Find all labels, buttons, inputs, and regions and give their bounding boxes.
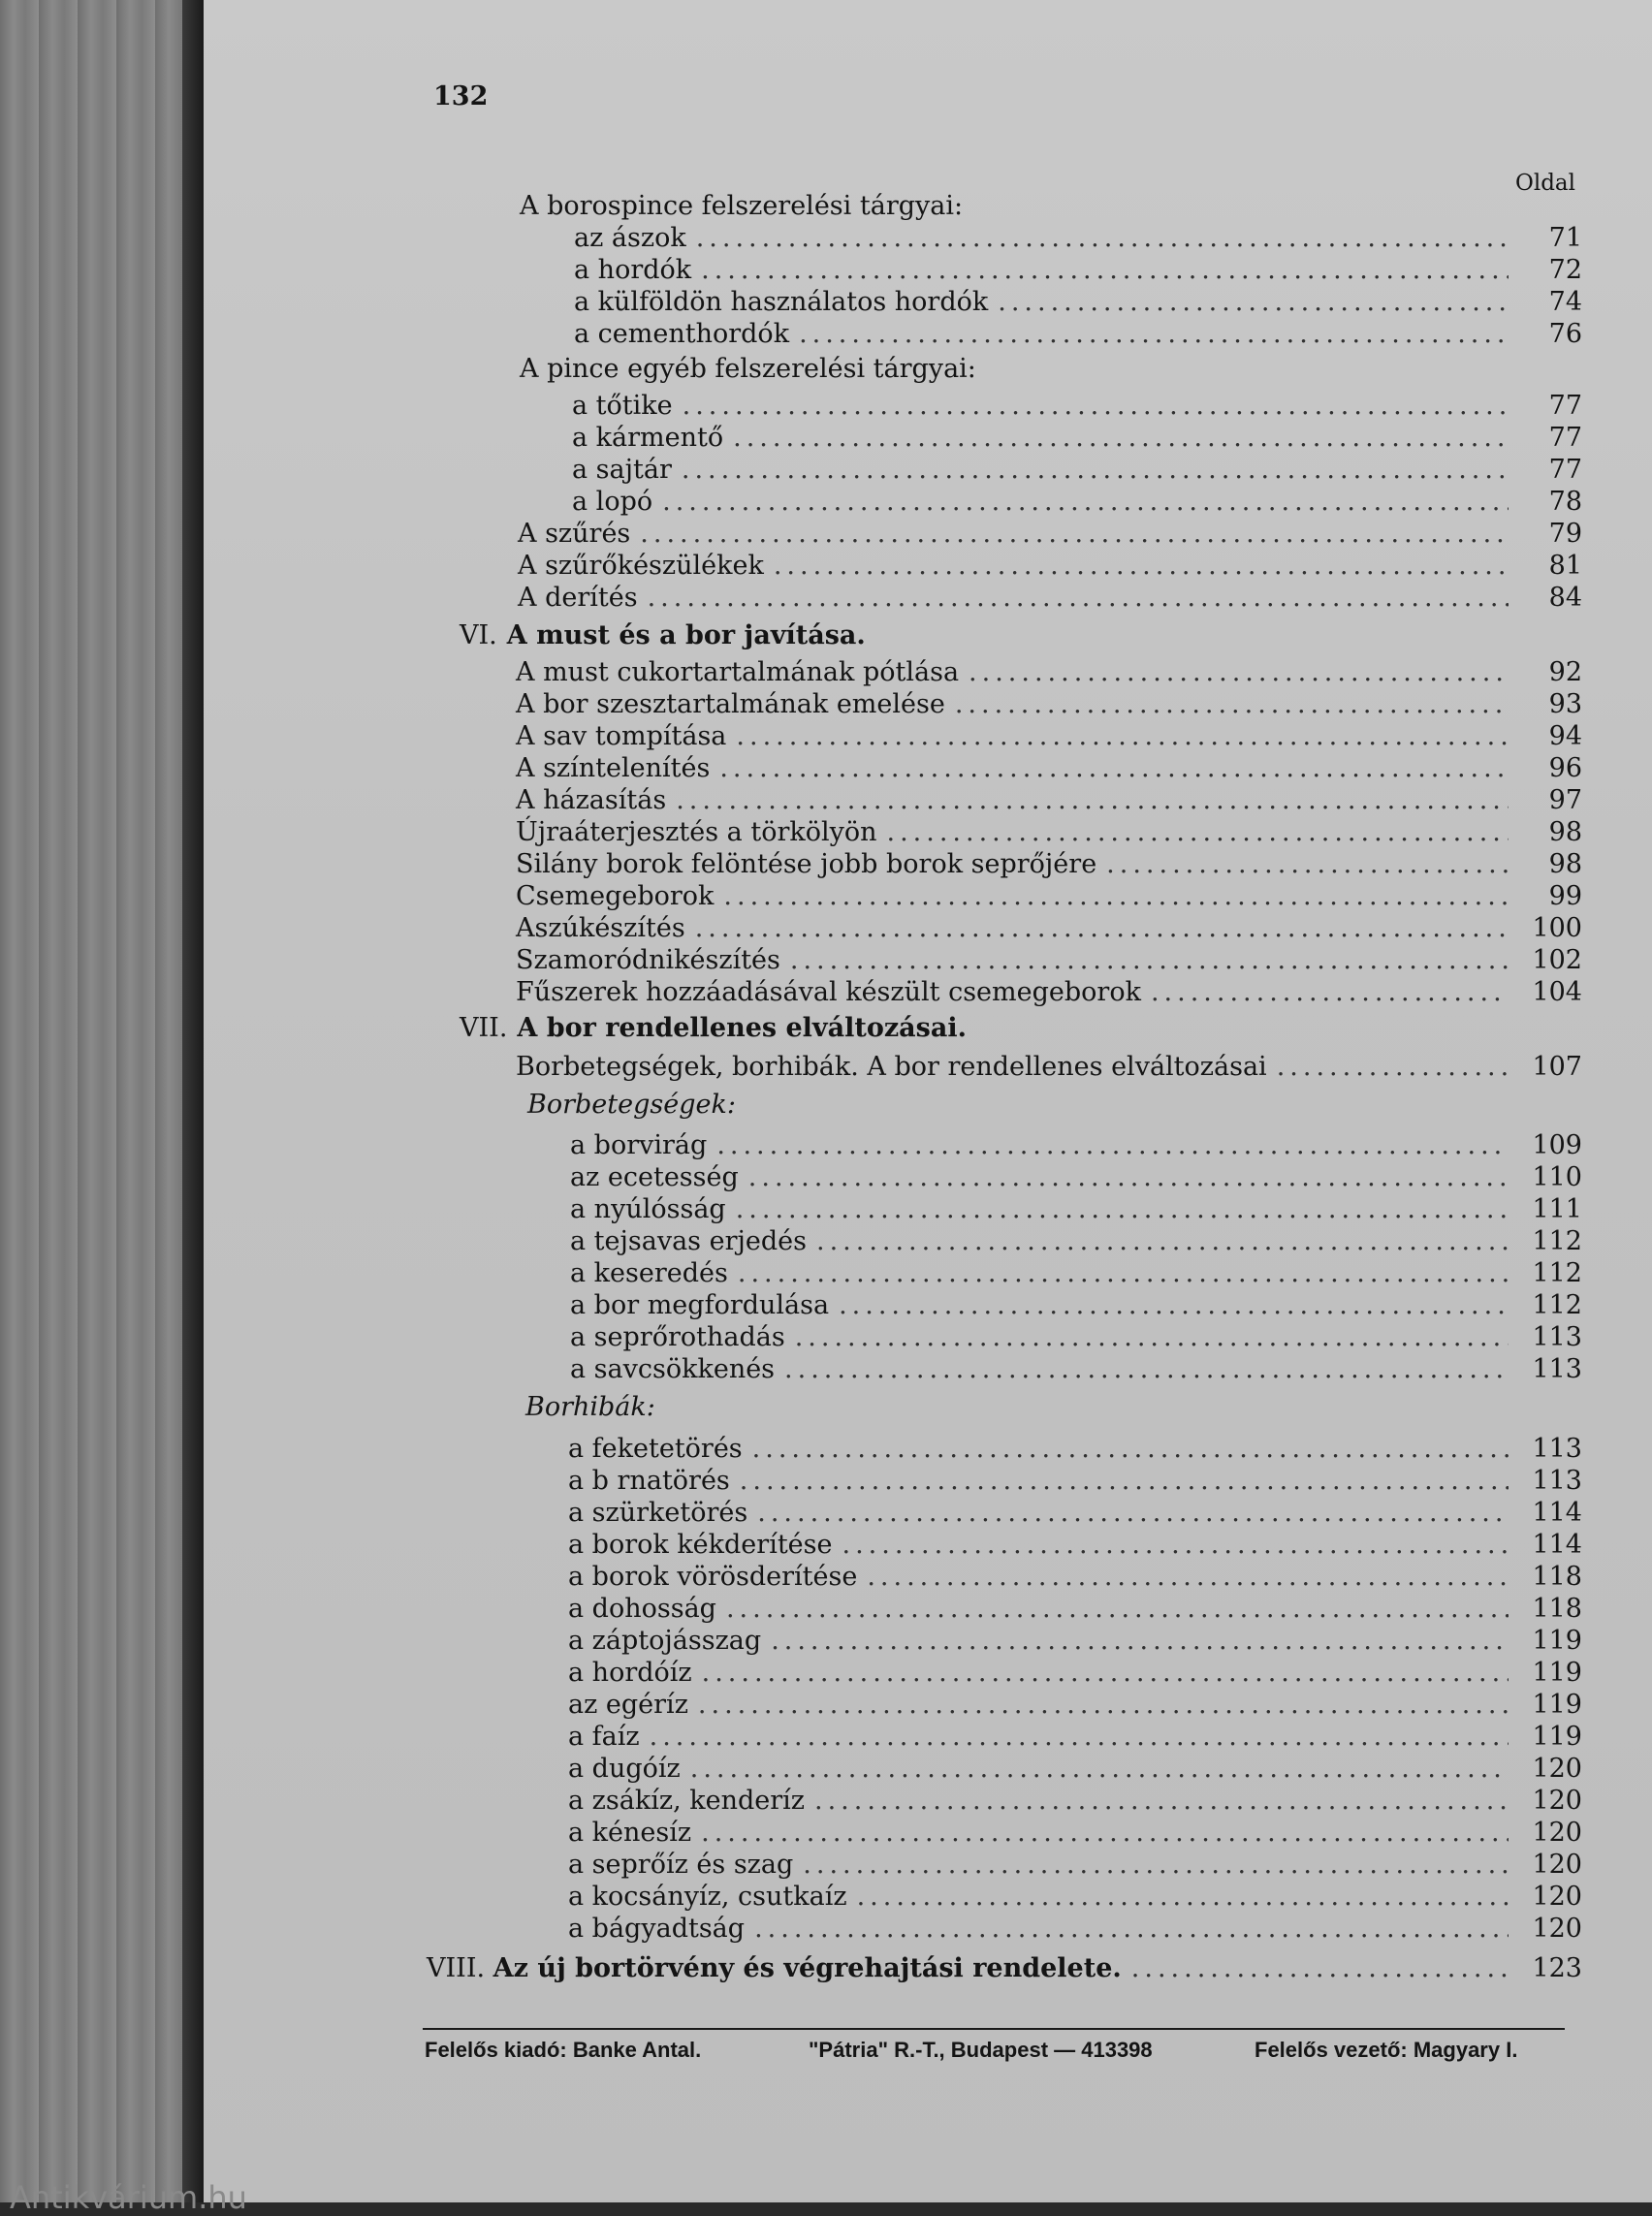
- toc-leader-dots: [726, 1593, 1509, 1625]
- toc-entry-page: 94: [1548, 721, 1582, 751]
- toc-entry-page: 99: [1548, 881, 1582, 911]
- toc-entry-page: 100: [1532, 913, 1582, 943]
- footer-manager: Felelős vezető: Magyary I.: [1255, 2038, 1518, 2062]
- toc-entry-page: 120: [1532, 1818, 1582, 1848]
- toc-entry-title: a sajtár: [572, 455, 672, 485]
- toc-entry-page: 120: [1532, 1914, 1582, 1944]
- toc-entry-page: 113: [1532, 1434, 1582, 1464]
- toc-leader-dots: [867, 1561, 1509, 1593]
- toc-entry-title: a záptojásszag: [568, 1626, 762, 1656]
- toc-entry-title: a borok kékderítése: [568, 1530, 833, 1560]
- toc-leader-dots: [676, 784, 1509, 816]
- toc-entry-page: 71: [1548, 223, 1582, 253]
- toc-entry-page: 114: [1532, 1530, 1582, 1560]
- toc-entry-title: a bor megfordulása: [570, 1290, 830, 1320]
- toc-entry-page: 97: [1548, 785, 1582, 815]
- toc-entry-page: 84: [1548, 583, 1582, 613]
- toc-leader-dots: [733, 422, 1509, 454]
- section-vii: [460, 1012, 967, 1044]
- toc-entry: [568, 1497, 1582, 1529]
- toc-entry-title: Silány borok felöntése jobb borok seprőjére: [516, 849, 1097, 879]
- toc-leader-dots: [998, 286, 1509, 318]
- toc-entry-title: Fűszerek hozzáadásával készült csemegeborok: [516, 977, 1141, 1007]
- toc-leader-dots: [887, 816, 1509, 848]
- toc-entry-title: a tejsavas erjedés: [570, 1226, 807, 1256]
- toc-leader-dots: [736, 1193, 1509, 1225]
- toc-entry-page: 96: [1548, 753, 1582, 783]
- section-vi-title: A must és a bor javítása.: [506, 620, 866, 650]
- toc-entry-title: a kénesíz: [568, 1818, 692, 1848]
- toc-leader-dots: [740, 1465, 1509, 1497]
- toc-leader-dots: [702, 1657, 1509, 1689]
- toc-entry-page: 113: [1532, 1322, 1582, 1352]
- toc-entry-title: az egéríz: [568, 1690, 688, 1720]
- toc-entry: [518, 518, 1582, 550]
- toc-entry-title: a seprőíz és szag: [568, 1850, 794, 1880]
- toc-entry: [568, 1753, 1582, 1785]
- toc-entry: [574, 318, 1582, 350]
- toc-entry-page: 113: [1532, 1354, 1582, 1384]
- toc-entry: [574, 286, 1582, 318]
- section-viii-number: VIII.: [427, 1953, 486, 1983]
- toc-leader-dots: [701, 1817, 1509, 1849]
- toc-entry-title: a dohosság: [568, 1594, 716, 1624]
- toc-entry: [572, 454, 1582, 486]
- toc-leader-dots: [814, 1785, 1509, 1817]
- toc-leader-dots: [799, 318, 1509, 350]
- toc-entry-page: 118: [1532, 1594, 1582, 1624]
- toc-leader-dots: [969, 656, 1509, 688]
- toc-entry-title: a b rnatörés: [568, 1466, 730, 1496]
- toc-entry-page: 109: [1532, 1130, 1582, 1160]
- section-vi: [460, 619, 866, 651]
- toc-leader-dots: [1131, 1952, 1509, 1984]
- toc-leader-dots: [754, 1913, 1509, 1945]
- section-viii: [427, 1952, 1582, 1984]
- toc-entry: [574, 254, 1582, 286]
- toc-entry-title: A szűrés: [518, 519, 631, 549]
- toc-entry: [518, 582, 1582, 614]
- toc-leader-dots: [748, 1161, 1509, 1193]
- toc-entry-page: 77: [1548, 455, 1582, 485]
- toc-entry-title: A szűrőkészülékek: [518, 551, 764, 581]
- toc-entry-title: a kármentő: [572, 423, 724, 453]
- toc-entry-title: Borbetegségek, borhibák. A bor rendellenes elváltozásai: [516, 1052, 1267, 1082]
- page-number: 132: [433, 81, 489, 111]
- toc-entry: [572, 422, 1582, 454]
- toc-entry-page: 74: [1548, 287, 1582, 317]
- toc-entry-title: a faíz: [568, 1722, 640, 1752]
- toc-leader-dots: [736, 720, 1509, 752]
- toc-entry: [570, 1321, 1582, 1353]
- toc-entry: [568, 1561, 1582, 1593]
- toc-leader-dots: [696, 222, 1509, 254]
- toc-leader-dots: [771, 1625, 1509, 1657]
- toc-entry: [516, 1051, 1582, 1083]
- toc-leader-dots: [784, 1353, 1509, 1385]
- toc-entry: [516, 752, 1582, 784]
- toc-entry: [568, 1529, 1582, 1561]
- toc-leader-dots: [803, 1849, 1509, 1881]
- toc-entry-page: 78: [1548, 487, 1582, 517]
- footer-divider: [423, 2028, 1565, 2030]
- toc-leader-dots: [682, 454, 1509, 486]
- toc-entry-title: a hordóíz: [568, 1658, 692, 1688]
- toc-leader-dots: [757, 1497, 1509, 1529]
- toc-leader-dots: [719, 752, 1509, 784]
- toc-entry: [570, 1193, 1582, 1225]
- toc-entry-title: a keseredés: [570, 1258, 728, 1288]
- toc-entry: [516, 976, 1582, 1008]
- toc-entry-title: a feketetörés: [568, 1434, 743, 1464]
- toc-leader-dots: [701, 254, 1509, 286]
- toc-entry-page: 119: [1532, 1690, 1582, 1720]
- toc-entry-page: 114: [1532, 1498, 1582, 1528]
- toc-leader-dots: [690, 1753, 1509, 1785]
- toc-entry-title: az ászok: [574, 223, 686, 253]
- toc-entry-page: 113: [1532, 1466, 1582, 1496]
- toc-entry: [516, 912, 1582, 944]
- toc-entry-page: 72: [1548, 255, 1582, 285]
- section-viii-title: Az új bortörvény és végrehajtási rendelete.: [492, 1953, 1122, 1983]
- toc-leader-dots: [955, 688, 1509, 720]
- section-vi-number: VI.: [460, 620, 497, 650]
- toc-entry-title: a borok vörösderítése: [568, 1562, 858, 1592]
- toc-entry-title: Csemegeborok: [516, 881, 715, 911]
- toc-entry-title: a borvirág: [570, 1130, 708, 1160]
- toc-entry: [572, 486, 1582, 518]
- toc-entry-title: a zsákíz, kenderíz: [568, 1786, 806, 1816]
- toc-entry: [568, 1433, 1582, 1465]
- toc-leader-dots: [698, 1689, 1509, 1721]
- toc-leader-dots: [842, 1529, 1509, 1561]
- toc-entry: [568, 1657, 1582, 1689]
- toc-entry-page: 98: [1548, 849, 1582, 879]
- toc-entry-title: A bor szesztartalmának emelése: [516, 689, 945, 719]
- toc-entry-page: 110: [1532, 1162, 1582, 1192]
- toc-leader-dots: [648, 582, 1509, 614]
- toc-entry-page: 120: [1532, 1754, 1582, 1784]
- toc-entry-page: 102: [1532, 945, 1582, 975]
- toc-leader-dots: [795, 1321, 1509, 1353]
- toc-entry: [516, 720, 1582, 752]
- toc-entry-title: a hordók: [574, 255, 692, 285]
- toc-entry: [568, 1913, 1582, 1945]
- subheading-wine-faults: Borhibák:: [525, 1392, 655, 1422]
- footer-publisher: Felelős kiadó: Banke Antal.: [425, 2038, 702, 2062]
- toc-entry-title: Újraáterjesztés a törkölyön: [516, 817, 877, 847]
- toc-entry-page: 107: [1532, 1052, 1582, 1082]
- toc-entry-title: Szamoródnikészítés: [516, 945, 780, 975]
- section-vii-title: A bor rendellenes elváltozásai.: [517, 1013, 968, 1043]
- toc-leader-dots: [738, 1257, 1509, 1289]
- toc-entry-page: 112: [1532, 1290, 1582, 1320]
- toc-entry-title: a cementhordók: [574, 319, 790, 349]
- toc-entry: [568, 1465, 1582, 1497]
- toc-entry-page: 118: [1532, 1562, 1582, 1592]
- toc-leader-dots: [790, 944, 1509, 976]
- toc-entry-page: 76: [1548, 319, 1582, 349]
- toc-entry-title: az ecetesség: [570, 1162, 739, 1192]
- toc-leader-dots: [662, 486, 1509, 518]
- toc-entry: [516, 848, 1582, 880]
- toc-entry: [516, 816, 1582, 848]
- toc-entry-page: 92: [1548, 657, 1582, 687]
- section-heading-cellar-equipment: A borospince felszerelési tárgyai:: [520, 191, 964, 221]
- toc-entry: [572, 390, 1582, 422]
- toc-leader-dots: [752, 1433, 1509, 1465]
- toc-entry: [518, 550, 1582, 582]
- toc-entry-title: a dugóíz: [568, 1754, 681, 1784]
- page-column-header: Oldal: [1515, 171, 1576, 196]
- toc-entry-page: 119: [1532, 1722, 1582, 1752]
- toc-entry: [568, 1785, 1582, 1817]
- toc-entry: [570, 1257, 1582, 1289]
- toc-entry-page: 81: [1548, 551, 1582, 581]
- toc-entry-page: 119: [1532, 1658, 1582, 1688]
- toc-entry-title: A házasítás: [516, 785, 667, 815]
- toc-entry-page: 79: [1548, 519, 1582, 549]
- toc-leader-dots: [857, 1881, 1509, 1913]
- toc-entry-page: 77: [1548, 391, 1582, 421]
- toc-entry-page: 120: [1532, 1786, 1582, 1816]
- watermark: Antikvárium.hu: [10, 2179, 247, 2216]
- toc-entry: [516, 688, 1582, 720]
- toc-entry-page: 120: [1532, 1850, 1582, 1880]
- footer-printer: "Pátria" R.-T., Budapest — 413398: [809, 2038, 1153, 2062]
- toc-entry-page: 93: [1548, 689, 1582, 719]
- section-heading-other-equipment: A pince egyéb felszerelési tárgyai:: [520, 354, 976, 384]
- section-vii-number: VII.: [460, 1013, 508, 1043]
- toc-leader-dots: [723, 880, 1509, 912]
- toc-entry-page: 98: [1548, 817, 1582, 847]
- toc-leader-dots: [716, 1129, 1509, 1161]
- toc-entry: [568, 1593, 1582, 1625]
- toc-leader-dots: [650, 1721, 1509, 1753]
- toc-entry-title: A derítés: [518, 583, 638, 613]
- toc-entry: [570, 1129, 1582, 1161]
- toc-entry: [516, 784, 1582, 816]
- toc-entry-page: 120: [1532, 1882, 1582, 1912]
- toc-entry-page: 104: [1532, 977, 1582, 1007]
- toc-entry-page: 112: [1532, 1258, 1582, 1288]
- toc-entry: [568, 1881, 1582, 1913]
- toc-entry: [516, 880, 1582, 912]
- toc-entry-page: 112: [1532, 1226, 1582, 1256]
- toc-entry-title: a nyúlósság: [570, 1194, 726, 1224]
- toc-leader-dots: [640, 518, 1509, 550]
- toc-entry-title: A színtelenítés: [516, 753, 711, 783]
- toc-entry-title: A sav tompítása: [516, 721, 727, 751]
- toc-entry-title: a bágyadtság: [568, 1914, 746, 1944]
- toc-entry: [568, 1721, 1582, 1753]
- toc-entry: [516, 944, 1582, 976]
- toc-leader-dots: [1277, 1051, 1509, 1083]
- toc-entry-title: a szürketörés: [568, 1498, 748, 1528]
- toc-entry-title: Aszúkészítés: [516, 913, 685, 943]
- toc-entry: [570, 1289, 1582, 1321]
- toc-entry: [568, 1849, 1582, 1881]
- toc-leader-dots: [695, 912, 1509, 944]
- toc-entry: [568, 1817, 1582, 1849]
- section-viii-page: 123: [1532, 1953, 1582, 1983]
- toc-entry: [570, 1353, 1582, 1385]
- section-viii-label: [427, 1952, 1122, 1984]
- toc-entry-title: a lopó: [572, 487, 653, 517]
- toc-entry-title: A must cukortartalmának pótlása: [516, 657, 960, 687]
- toc-entry: [570, 1225, 1582, 1257]
- toc-leader-dots: [816, 1225, 1509, 1257]
- toc-entry: [568, 1689, 1582, 1721]
- subheading-wine-diseases: Borbetegségek:: [527, 1090, 736, 1120]
- toc-entry-title: a kocsányíz, csutkaíz: [568, 1882, 847, 1912]
- toc-entry-page: 77: [1548, 423, 1582, 453]
- toc-entry-title: a seprőrothadás: [570, 1322, 785, 1352]
- toc-leader-dots: [683, 390, 1509, 422]
- toc-leader-dots: [1151, 976, 1509, 1008]
- toc-entry-title: a tőtike: [572, 391, 673, 421]
- toc-entry: [574, 222, 1582, 254]
- toc-entry-title: a külföldön használatos hordók: [574, 287, 989, 317]
- toc-entry-page: 119: [1532, 1626, 1582, 1656]
- toc-leader-dots: [774, 550, 1509, 582]
- toc-entry-title: a savcsökkenés: [570, 1354, 776, 1384]
- toc-entry: [568, 1625, 1582, 1657]
- toc-leader-dots: [1106, 848, 1509, 880]
- toc-entry: [570, 1161, 1582, 1193]
- toc-leader-dots: [839, 1289, 1509, 1321]
- toc-entry: [516, 656, 1582, 688]
- toc-entry-page: 111: [1532, 1194, 1582, 1224]
